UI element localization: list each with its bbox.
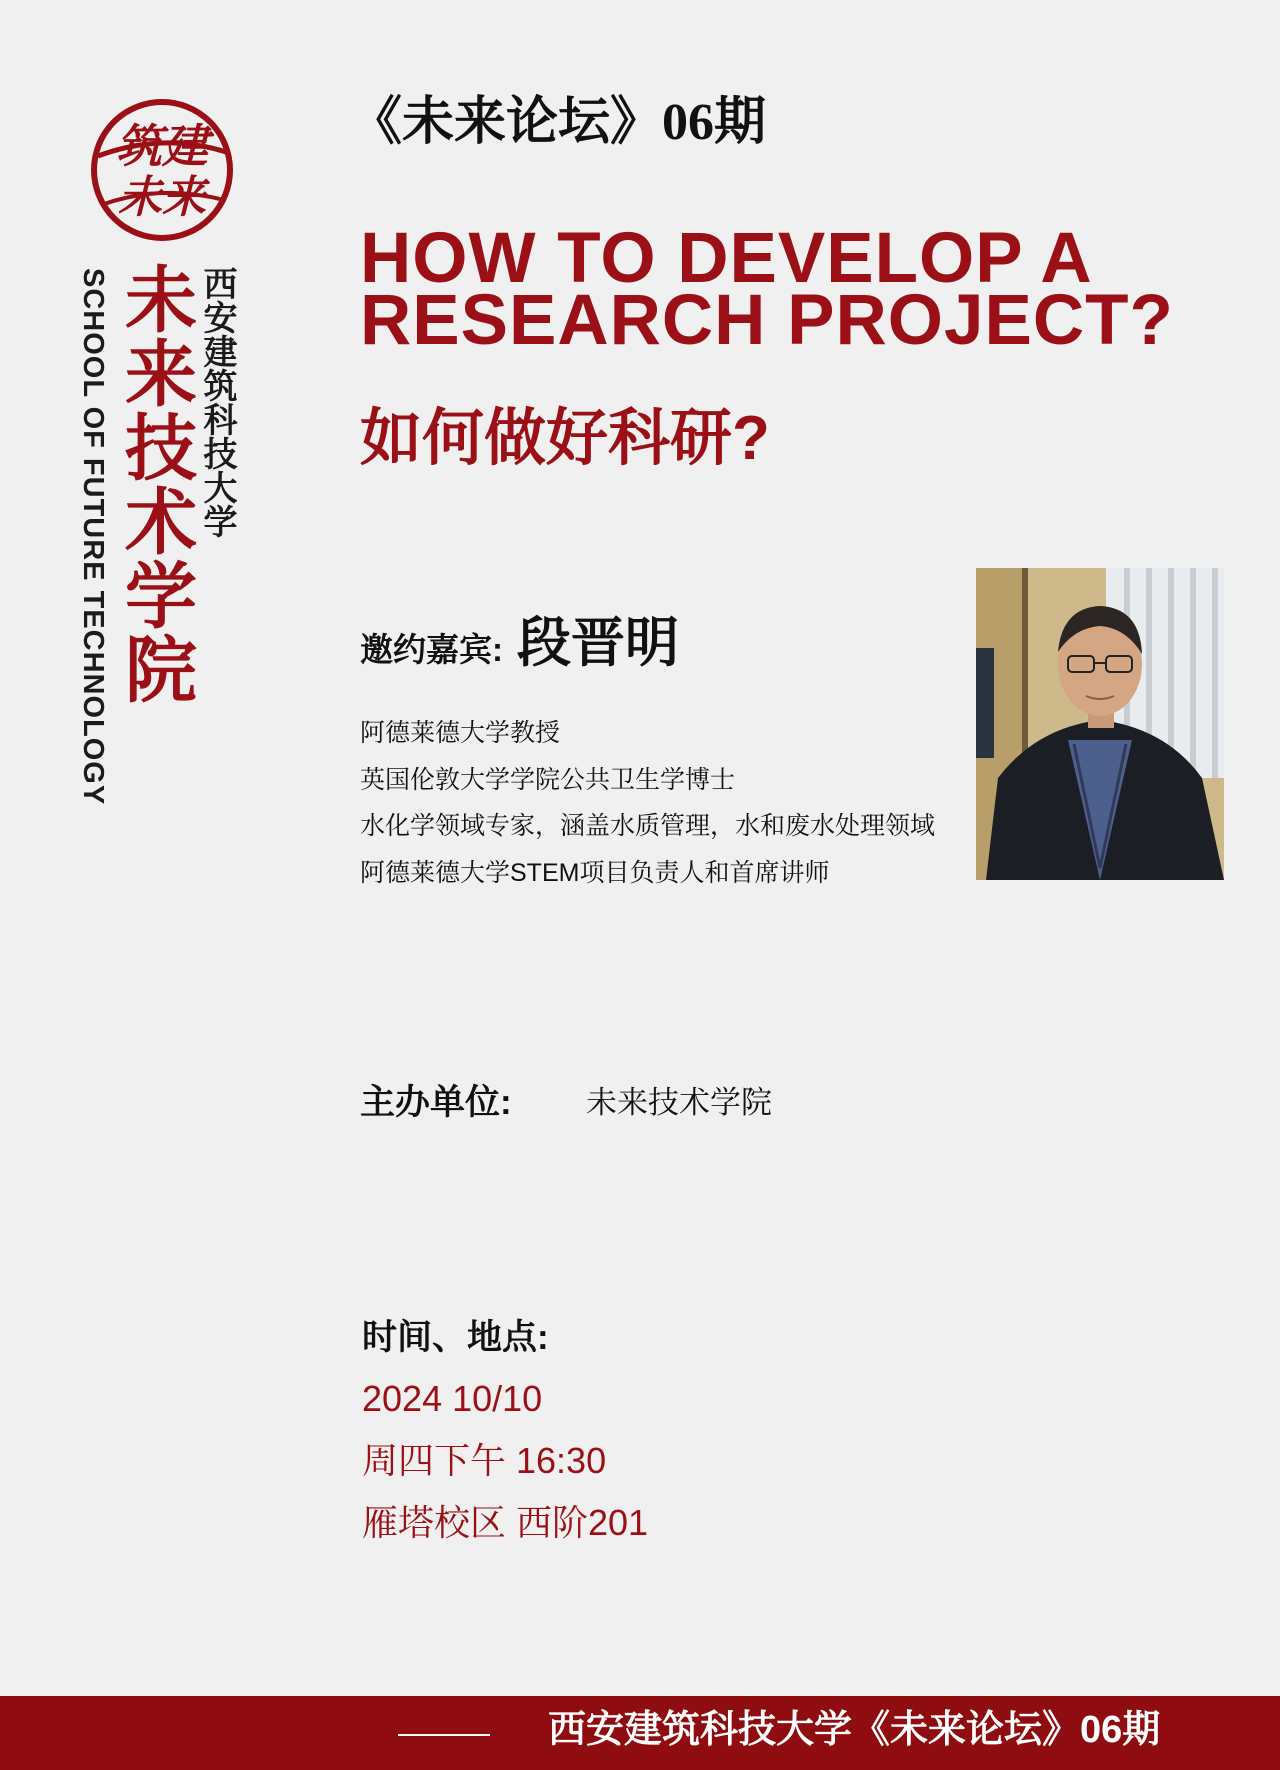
schedule-details <box>362 1368 648 1554</box>
bio-line: 水化学领域专家，涵盖水质管理，水和废水处理领域 <box>360 812 936 840</box>
university-name-cn: 西安建筑科技大学 <box>198 266 236 538</box>
schedule-place: 雁塔校区 西阶201 <box>362 1502 649 1543</box>
talk-title-en <box>360 219 1220 361</box>
footer-text: 西安建筑科技大学《未来论坛》06期 <box>548 1709 1161 1751</box>
school-name-en: SCHOOL OF FUTURE TECHNOLOGY <box>77 268 109 806</box>
host-label: 主办单位: <box>360 1083 512 1122</box>
guest-name: 段晋明 <box>517 613 679 673</box>
guest-bio <box>360 710 935 896</box>
schedule-time: 周四下午 16:30 <box>362 1440 607 1481</box>
footer-divider <box>398 1734 490 1736</box>
logo-text-bottom: 未来 <box>118 172 206 223</box>
talk-title-en-line2: RESEARCH PROJECT? <box>360 281 1174 361</box>
schedule-date: 2024 10/10 <box>362 1378 543 1419</box>
bio-line: 英国伦敦大学学院公共卫生学博士 <box>360 765 736 794</box>
guest-photo <box>976 568 1224 880</box>
bio-line: 阿德莱德大学STEM项目负责人和首席讲师 <box>360 858 830 887</box>
guest-row <box>360 600 679 677</box>
school-logo-icon <box>84 92 240 248</box>
forum-title: 《未来论坛》06期 <box>350 94 767 151</box>
talk-title-cn: 如何做好科研? <box>360 404 770 473</box>
schedule-label: 时间、地点: <box>362 1318 549 1357</box>
host-value: 未来技术学院 <box>586 1085 772 1120</box>
bio-line: 阿德莱德大学教授 <box>360 719 561 747</box>
logo-text-top: 筑建 <box>116 119 208 173</box>
guest-label: 邀约嘉宾: <box>360 631 503 668</box>
talk-title-en-line1: HOW TO DEVELOP A <box>360 219 1093 298</box>
school-name-cn: 未来技术学院 <box>114 262 194 706</box>
